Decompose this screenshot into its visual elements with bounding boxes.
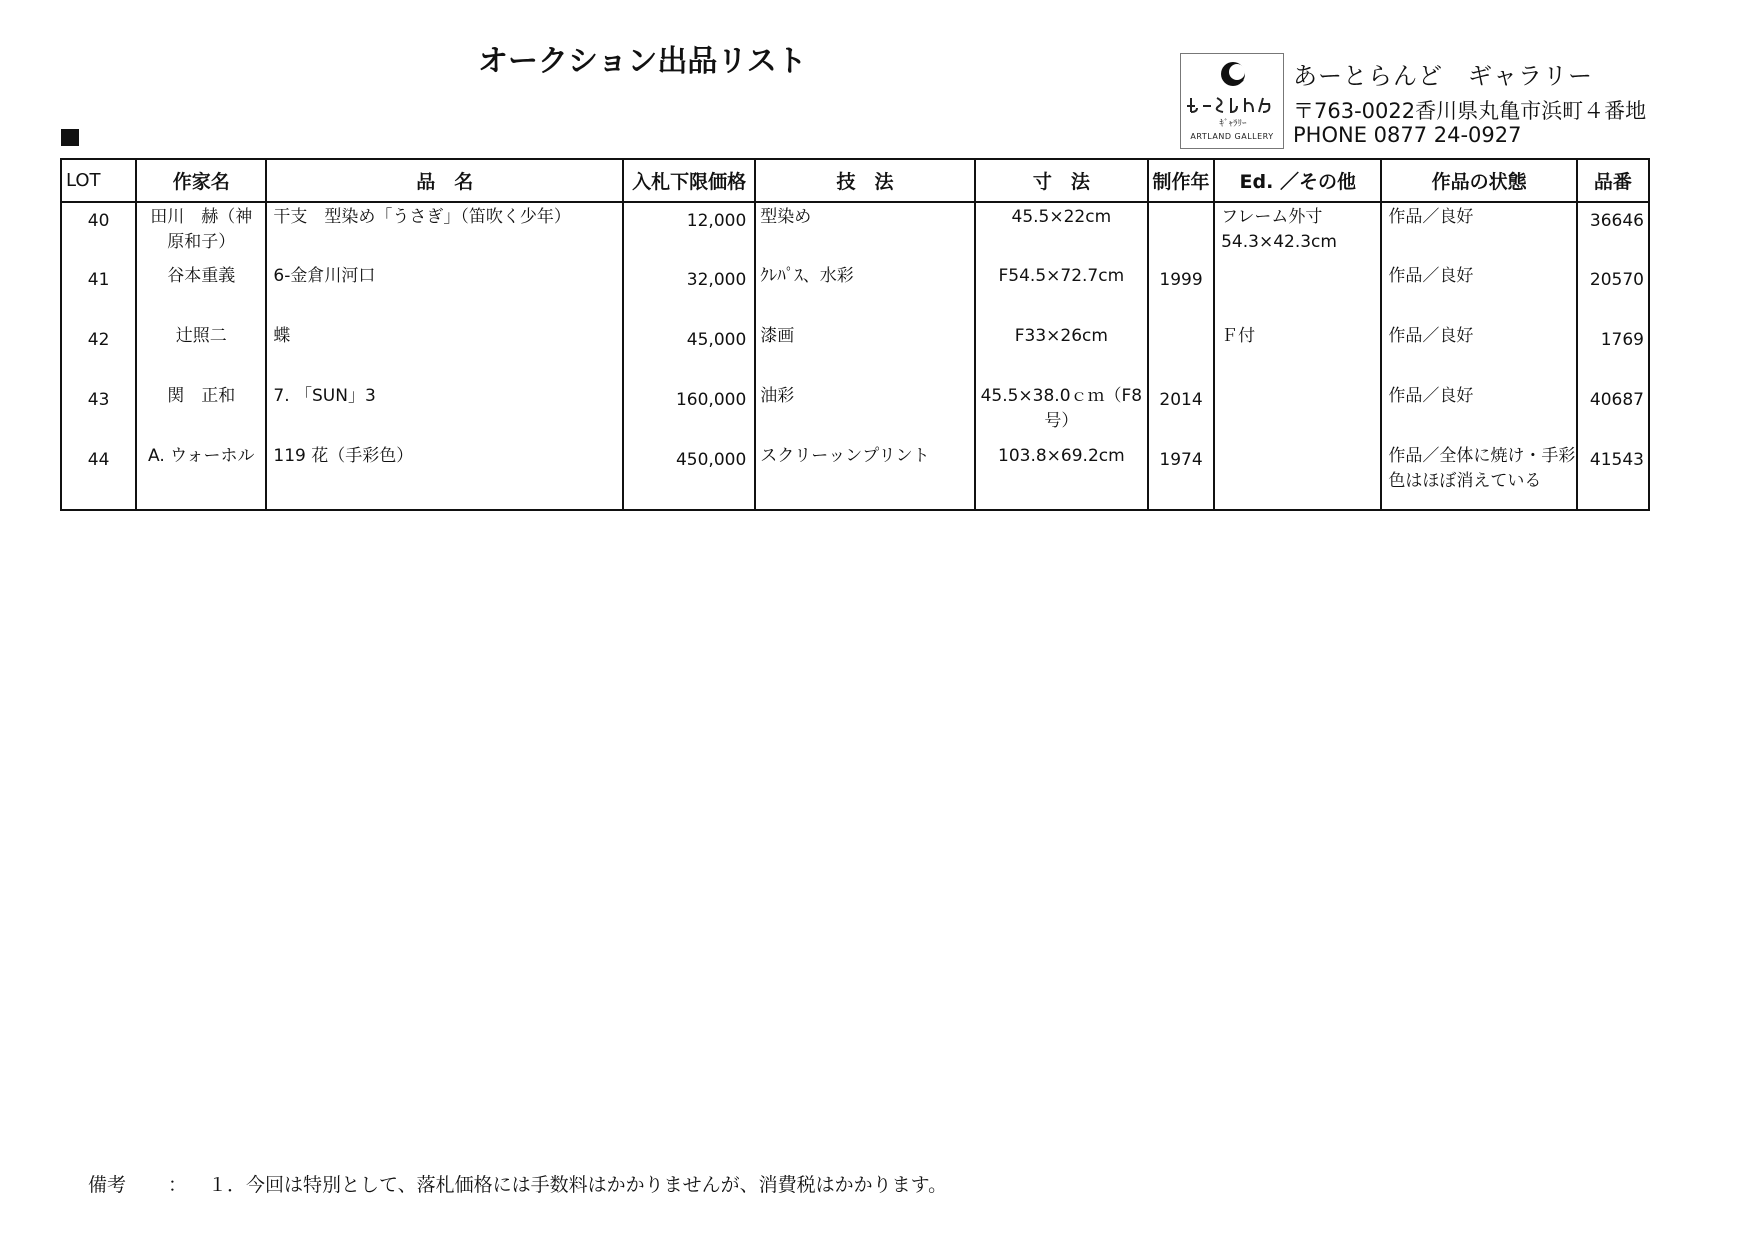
cell-size: F54.5×72.7cm (975, 262, 1148, 322)
cell-technique: 油彩 (755, 382, 974, 442)
logo-caption: ARTLAND GALLERY (1190, 132, 1274, 141)
cell-year: 1999 (1148, 262, 1214, 322)
cell-year (1148, 322, 1214, 382)
cell-item-no: 36646 (1577, 202, 1649, 262)
gallery-logo (1180, 53, 1284, 149)
header-year: 制作年 (1148, 159, 1214, 202)
cell-technique: スクリーッンプリント (755, 442, 974, 510)
header-condition: 作品の状態 (1381, 159, 1576, 202)
cell-artist: 関 正和 (136, 382, 266, 442)
cell-technique: ｸﾚﾊﾟｽ、水彩 (755, 262, 974, 322)
table-header-row (61, 159, 1649, 202)
cell-artist: 田川 赫（神原和子） (136, 202, 266, 262)
cell-size: 45.5×38.0ｃｍ（F8号） (975, 382, 1148, 442)
cell-condition: 作品／全体に焼け・手彩色はほぼ消えている (1381, 442, 1576, 510)
cell-edition: フレーム外寸54.3×42.3cm (1214, 202, 1381, 262)
cell-size: 45.5×22cm (975, 202, 1148, 262)
cell-min-price: 12,000 (623, 202, 755, 262)
header-title: 品 名 (266, 159, 623, 202)
table-row (61, 442, 1649, 510)
cell-artist: A. ウォーホル (136, 442, 266, 510)
header-artist: 作家名 (136, 159, 266, 202)
table-row (61, 322, 1649, 382)
cell-condition: 作品／良好 (1381, 262, 1576, 322)
cell-year: 2014 (1148, 382, 1214, 442)
cell-condition: 作品／良好 (1381, 382, 1576, 442)
cell-item-no: 1769 (1577, 322, 1649, 382)
cell-min-price: 45,000 (623, 322, 755, 382)
table-row (61, 382, 1649, 442)
section-marker (61, 129, 79, 146)
cell-lot: 44 (61, 442, 136, 510)
remarks-text: １．今回は特別として、落札価格には手数料はかかりませんが、消費税はかかります。 (208, 1174, 948, 1196)
cell-title: 蝶 (266, 322, 623, 382)
table-row (61, 202, 1649, 262)
table-row (61, 262, 1649, 322)
auction-lot-table (60, 158, 1650, 511)
remarks-colon: ： (168, 1174, 188, 1196)
header-min-price: 入札下限価格 (623, 159, 755, 202)
page-title: オークション出品リスト (478, 44, 807, 79)
header-item-no: 品番 (1577, 159, 1649, 202)
cell-min-price: 32,000 (623, 262, 755, 322)
cell-size: F33×26cm (975, 322, 1148, 382)
header-edition: Ed. ／その他 (1214, 159, 1381, 202)
cell-size: 103.8×69.2cm (975, 442, 1148, 510)
cell-year: 1974 (1148, 442, 1214, 510)
header-technique: 技 法 (755, 159, 974, 202)
remarks-label: 備考 (88, 1174, 127, 1196)
header-size: 寸 法 (975, 159, 1148, 202)
cell-condition: 作品／良好 (1381, 202, 1576, 262)
cell-min-price: 160,000 (623, 382, 755, 442)
cell-lot: 41 (61, 262, 136, 322)
cell-artist: 辻照二 (136, 322, 266, 382)
cell-technique: 型染め (755, 202, 974, 262)
cell-condition: 作品／良好 (1381, 322, 1576, 382)
gallery-address: 〒763-0022香川県丸亀市浜町４番地 (1293, 99, 1647, 123)
cell-edition (1214, 262, 1381, 322)
cell-item-no: 20570 (1577, 262, 1649, 322)
cell-lot: 40 (61, 202, 136, 262)
cell-title: 7. 「SUN」3 (266, 382, 623, 442)
cell-item-no: 41543 (1577, 442, 1649, 510)
cell-year (1148, 202, 1214, 262)
cell-edition (1214, 382, 1381, 442)
cell-artist: 谷本重義 (136, 262, 266, 322)
cell-edition: Ｆ付 (1214, 322, 1381, 382)
cell-lot: 42 (61, 322, 136, 382)
cell-lot: 43 (61, 382, 136, 442)
cell-title: 6-金倉川河口 (266, 262, 623, 322)
remarks-note (88, 1170, 947, 1197)
header-lot: LOT (61, 159, 136, 202)
svg-text:ｷﾞｬﾗﾘｰ: ｷﾞｬﾗﾘｰ (1219, 119, 1247, 129)
cell-edition (1214, 442, 1381, 510)
cell-title: 119 花（手彩色） (266, 442, 623, 510)
cell-min-price: 450,000 (623, 442, 755, 510)
cell-item-no: 40687 (1577, 382, 1649, 442)
cell-title: 干支 型染め「うさぎ」（笛吹く少年） (266, 202, 623, 262)
cell-technique: 漆画 (755, 322, 974, 382)
gallery-phone: PHONE 0877 24-0927 (1293, 123, 1522, 147)
gallery-name: あーとらんど ギャラリー (1293, 62, 1593, 90)
